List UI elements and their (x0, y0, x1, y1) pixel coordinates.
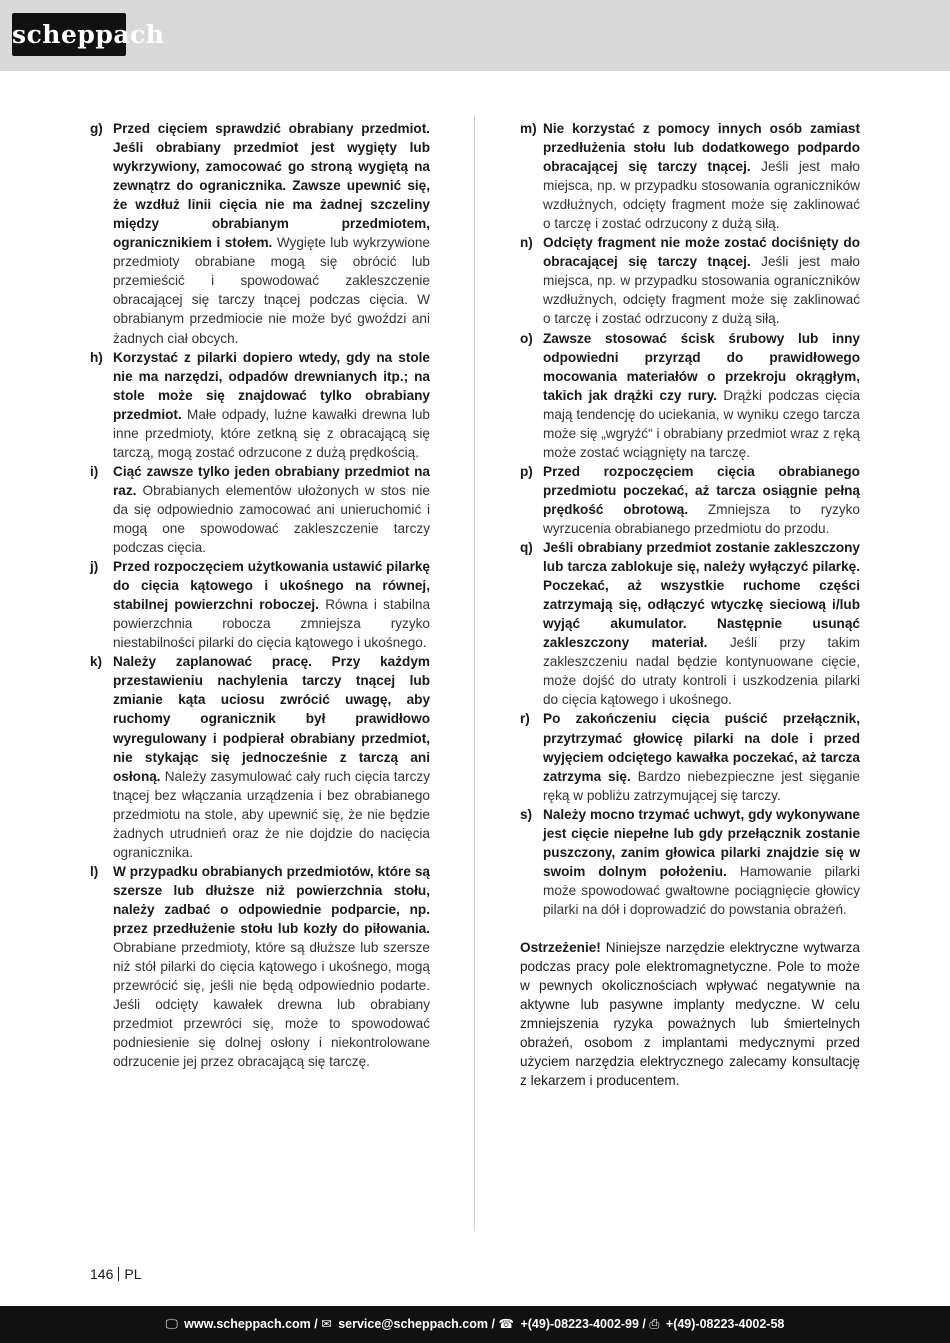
item-body-text: Należy zasymulować cały ruch cięcia tarczy tnącej bez włączania urządzenia i bez obrabianego przedmiotu na stole, aby upewnić się, że nie będzie żadnych utrudnień oraz że nie dojdzie do nacięcia ogranicznika. (113, 768, 430, 860)
item-body-text: Zmniejsza to ryzyko wyrzucenia obrabianego przedmiotu do przodu. (543, 501, 860, 536)
safety-item-s (520, 805, 860, 919)
item-bold-text: Ciąć zawsze tylko jeden obrabiany przedmiot na raz. (113, 463, 430, 498)
item-bold-text: Należy zaplanować pracę. Przy każdym przestawieniu nachylenia tarczy tnącej lub zmianie kąta uciosu zwrócić uwagę, aby ruchomy ogranicznik był prawidłowo wyregulowany i podpierał obrabiany przedmiot, nie stykając się jednocześnie z tarczą ani osłoną. (113, 654, 430, 784)
item-letter: j) (90, 559, 99, 575)
safety-item-r (520, 709, 860, 804)
item-bold-text: Po zakończeniu cięcia puścić przełącznik, przytrzymać głowicę pilarki na dole i przed wyjęciem odciętego kawałka poczekać, aż tarcza zatrzyma się. (543, 711, 860, 784)
safety-item-m (520, 119, 860, 233)
footer-website[interactable]: www.scheppach.com / (184, 1317, 318, 1331)
item-body-text: Obrabiane przedmioty, które są dłuższe lub szersze niż stół pilarki do cięcia kątowego i ukośnego, mogą przewrócić się, jeśli nie będą odpowiednio podarte. Jeśli odcięty kawałek drewna lub obrabiany przedmiot przewróci się, może to spowodować podniesienie się dolnej osłony i niekontrolowane odrzucenie jej przez obracającą się tarczę. (113, 940, 430, 1070)
safety-item-j (90, 557, 430, 652)
page-separator (118, 1267, 119, 1281)
item-letter: k) (90, 654, 103, 670)
right-column (520, 119, 860, 1090)
item-bold-text: Należy mocno trzymać uchwyt, gdy wykonywane jest cięcie niepełne lub gdy przełącznik zostanie puszczony, zanim głowica pilarki znajdzie się w swoim dolnym położeniu. (543, 806, 860, 879)
left-column (90, 119, 430, 1071)
item-bold-text: W przypadku obrabianych przedmiotów, które są szersze lub dłuższe niż powierzchnia stołu, należy zadbać o odpowiednie podparcie, np. przez przedłużenie stołu lub kozły do piłowania. (113, 863, 430, 936)
item-letter: p) (520, 463, 533, 479)
item-letter: s) (520, 806, 533, 822)
fax-icon: ⎙ (649, 1317, 660, 1331)
safety-item-l (90, 862, 430, 1072)
safety-item-q (520, 538, 860, 709)
scheppach-logo: scheppach (12, 13, 126, 56)
item-bold-text: Przed rozpoczęciem użytkowania ustawić pilarkę do cięcia kątowego i ukośnego na równej, stabilnej powierzchni roboczej. (113, 559, 430, 613)
item-letter: o) (520, 330, 533, 346)
emf-warning (520, 938, 860, 1090)
item-body-text: Jeśli przy takim zakleszczeniu nadal będzie kontynuowane cięcie, może dojść do utraty kontroli i uszkodzenia pilarki do cięcia kątowego i ukośnego. (543, 635, 860, 708)
envelope-icon: ✉ (321, 1317, 332, 1331)
page-number (90, 1266, 141, 1282)
item-bold-text: Jeśli obrabiany przedmiot zostanie zakleszczony lub tarcza zablokuje się, należy wyłączyć pilarkę. Poczekać, aż wszystkie ruchome części zatrzymają się, odłączyć wtyczkę sieciową i/lub wyjąć akumulator. Następnie usunąć zakleszczony materiał. (543, 540, 860, 651)
footer-bar (0, 1306, 950, 1343)
safety-item-i (90, 462, 430, 557)
item-letter: g) (90, 121, 103, 136)
page-language: PL (124, 1266, 142, 1282)
item-body-text: Wygięte lub wykrzywione przedmioty obrabiane mogą się obrócić lub przemieścić i spowodować zakleszczenie obracającej się tarczy tnącej podczas cięcia. W obrabianym przedmiocie nie może być gwoździ ani żadnych ciał obcych. (113, 235, 430, 346)
item-body-text: Równa i stabilna powierzchnia robocza zmniejsza ryzyko niestabilności pilarki do cięcia kątowego i ukośnego. (113, 597, 431, 651)
page-number-value: 146 (90, 1266, 114, 1282)
item-letter: r) (520, 711, 530, 727)
phone-icon: ☎ (498, 1317, 514, 1331)
safety-item-k (90, 652, 430, 862)
item-letter: h) (90, 349, 103, 365)
item-body-text: Obrabianych elementów ułożonych w stos nie da się odpowiednio zamocować ani unieruchomić i mogą one spowodować zakleszczenie tarczy podczas cięcia. (113, 482, 430, 556)
safety-item-p (520, 462, 860, 538)
footer-fax: +(49)-08223-4002-58 (665, 1317, 785, 1331)
item-bold-text: Odcięty fragment nie może zostać dociśnięty do obracającej się tarczy tnącej. (543, 235, 860, 270)
safety-item-h (90, 348, 430, 462)
column-divider (474, 116, 475, 1230)
safety-item-g (90, 119, 430, 348)
item-letter: n) (520, 235, 533, 251)
item-letter: i) (90, 463, 99, 479)
safety-item-n (520, 233, 860, 328)
item-body-text: Hamowanie pilarki może spowodować gwałtowne pociągnięcie głowicy pilarki na dół i doprowadzić do powstania obrażeń. (543, 863, 860, 917)
item-bold-text: Przed cięciem sprawdzić obrabiany przedmiot. Jeśli obrabiany przedmiot jest wygięty lub wykrzywiony, zamocować go stroną wygiętą na zewnątrz do ogranicznika. Zawsze upewnić się, że wzdłuż linii cięcia nie ma żadnej szczeliny między obrabianym przedmiotem, ogranicznikiem i stołem. (113, 121, 430, 251)
item-letter: q) (520, 540, 533, 556)
item-body-text: Małe odpady, luźne kawałki drewna lub inne przedmioty, które zetkną się z obracającą się tarczą, mogą zostać odrzucone z dużą prędkością. (113, 406, 430, 460)
item-body-text: Drążki podczas cięcia mają tendencję do uciekania, w wyniku czego tarcza może się „wgryźć“ i obrabiany przedmiot wraz z ręką może zostać wciągnięty na tarczę. (543, 387, 860, 460)
item-bold-text: Przed rozpoczęciem cięcia obrabianego przedmiotu poczekać, aż tarcza osiągnie pełną prędkość obrotową. (543, 463, 860, 517)
item-letter: l) (90, 863, 99, 879)
computer-icon: 🖵 (165, 1317, 178, 1331)
warning-label: Ostrzeżenie! (520, 939, 601, 955)
item-body-text: Bardzo niebezpieczne jest sięganie ręką w pobliżu zatrzymującej się tarczy. (543, 768, 860, 803)
item-bold-text: Korzystać z pilarki dopiero wtedy, gdy na stole nie ma narzędzi, odpadów drewnianych itp.; na stole może się znajdować tylko obrabiany przedmiot. (113, 349, 430, 422)
safety-item-o (520, 329, 860, 462)
item-bold-text: Nie korzystać z pomocy innych osób zamiast przedłużenia stołu lub dodatkowego podpardo obracającej się tarczy tnącej. (543, 121, 860, 175)
warning-text: Niniejsze narzędzie elektryczne wytwarza podczas pracy pole elektromagnetyczne. Pole to może w pewnych okolicznościach wpływać negatywnie na aktywne lub pasywne implanty medyczne. W celu zmniejszenia ryzyka poważnych lub śmiertelnych obrażeń, osobom z implantami medycznymi przed użyciem narzędzia elektrycznego zalecamy konsultację z lekarzem i producentem. (520, 939, 860, 1089)
footer-phone: +(49)-08223-4002-99 / (520, 1317, 646, 1331)
header-bar (0, 0, 950, 71)
item-letter: m) (520, 121, 537, 136)
item-body-text: Jeśli jest mało miejsca, np. w przypadku stosowania ograniczników wzdłużnych, odcięty fragment może się zaklinować o tarczę i zostać odrzucony z dużą siłą. (543, 254, 860, 327)
item-body-text: Jeśli jest mało miejsca, np. w przypadku stosowania ograniczników wzdłużnych, odcięty fragment może się zaklinować o tarczę i zostać odrzucony z dużą siłą. (543, 159, 860, 232)
item-bold-text: Zawsze stosować ścisk śrubowy lub inny odpowiedni przyrząd do prawidłowego mocowania materiałów o przekroju okrągłym, takich jak drążki czy rury. (543, 330, 860, 403)
footer-email[interactable]: service@scheppach.com / (338, 1317, 495, 1331)
